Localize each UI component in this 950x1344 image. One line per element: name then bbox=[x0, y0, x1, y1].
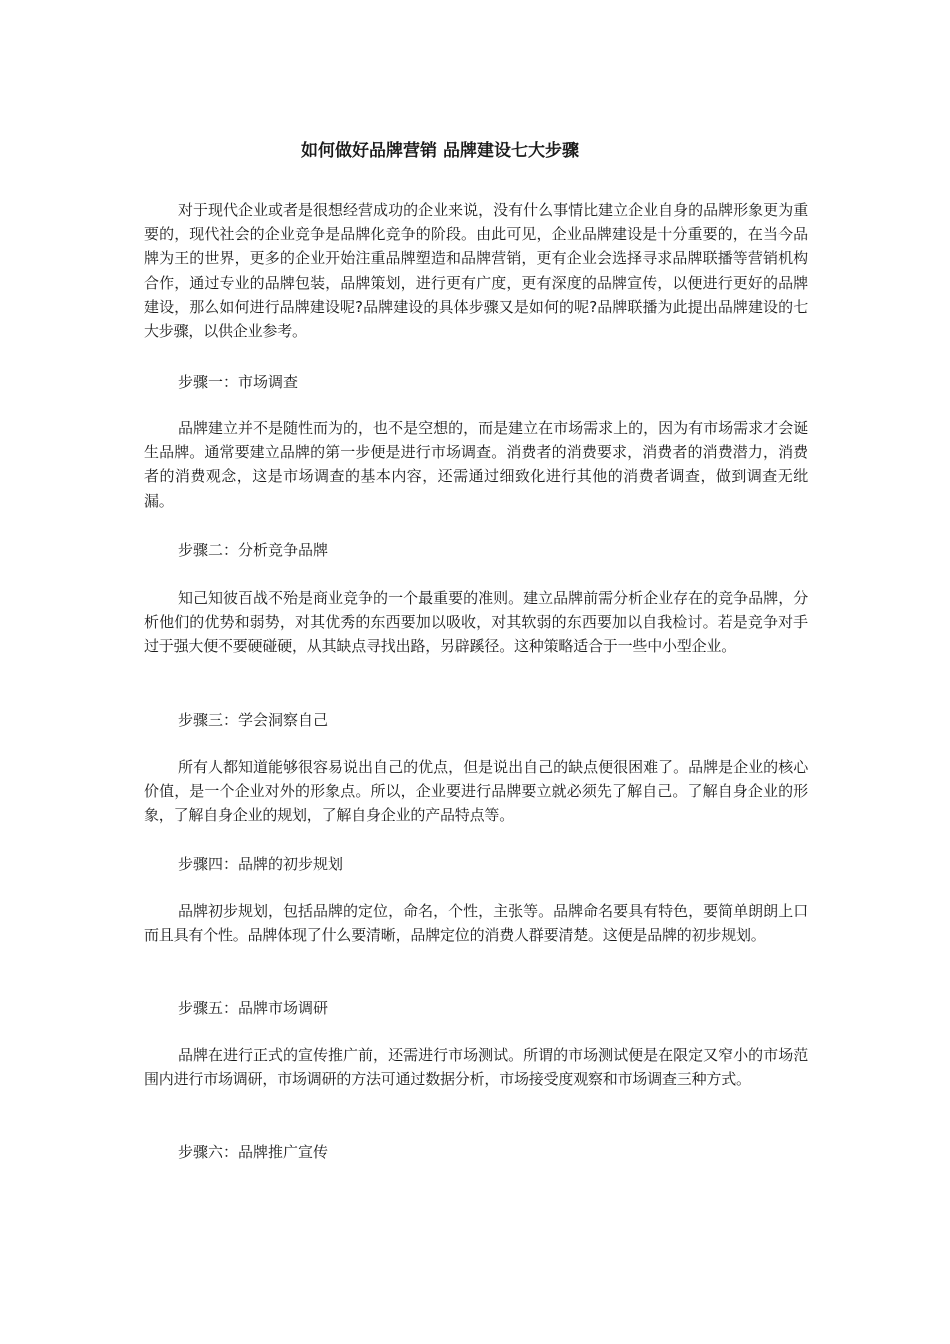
step-5-paragraph: 品牌在进行正式的宣传推广前，还需进行市场测试。所谓的市场测试便是在限定又窄小的市场范围内进行市场调研，市场调研的方法可通过数据分析，市场接受度观察和市场调查三种方式。 bbox=[144, 1046, 808, 1089]
step-4-heading: 步骤四：品牌的初步规划 bbox=[178, 855, 344, 873]
step-2-heading: 步骤二：分析竞争品牌 bbox=[178, 541, 329, 559]
step-6-heading: 步骤六：品牌推广宣传 bbox=[178, 1143, 329, 1161]
step-5-heading: 步骤五：品牌市场调研 bbox=[178, 999, 329, 1017]
step-1-heading: 步骤一：市场调查 bbox=[178, 373, 299, 391]
step-4-paragraph: 品牌初步规划，包括品牌的定位，命名，个性，主张等。品牌命名要具有特色，要简单朗朗上口而且具有个性。品牌体现了什么要清晰，品牌定位的消费人群要清楚。这便是品牌的初步规划。 bbox=[144, 902, 808, 945]
step-3-heading: 步骤三：学会洞察自己 bbox=[178, 711, 329, 729]
step-2-paragraph: 知己知彼百战不殆是商业竞争的一个最重要的准则。建立品牌前需分析企业存在的竞争品牌，分析他们的优势和弱势，对其优秀的东西要加以吸收，对其软弱的东西要加以自我检讨。若是竞争对手过于强大便不要硬碰硬，从其缺点寻找出路，另辟蹊径。这种策略适合于一些中小型企业。 bbox=[144, 589, 808, 656]
step-1-paragraph: 品牌建立并不是随性而为的，也不是空想的，而是建立在市场需求上的，因为有市场需求才会诞生品牌。通常要建立品牌的第一步便是进行市场调查。消费者的消费要求，消费者的消费潜力，消费者的消费观念，这是市场调查的基本内容，还需通过细致化进行其他的消费者调查，做到调查无纰漏。 bbox=[144, 419, 808, 510]
step-3-paragraph: 所有人都知道能够很容易说出自己的优点，但是说出自己的缺点便很困难了。品牌是企业的核心价值，是一个企业对外的形象点。所以，企业要进行品牌要立就必须先了解自己。了解自身企业的形象，了解自身企业的规划，了解自身企业的产品特点等。 bbox=[144, 758, 808, 825]
intro-paragraph: 对于现代企业或者是很想经营成功的企业来说，没有什么事情比建立企业自身的品牌形象更为重要的，现代社会的企业竞争是品牌化竞争的阶段。由此可见，企业品牌建设是十分重要的，在当今品牌为王的世界，更多的企业开始注重品牌塑造和品牌营销，更有企业会选择寻求品牌联播等营销机构合作，通过专业的品牌包装，品牌策划，进行更有广度，更有深度的品牌宣传，以便进行更好的品牌建设，那么如何进行品牌建设呢?品牌建设的具体步骤又是如何的呢?品牌联播为此提出品牌建设的七大步骤，以供企业参考。 bbox=[144, 201, 808, 341]
document-title: 如何做好品牌营销 品牌建设七大步骤 bbox=[301, 141, 579, 161]
